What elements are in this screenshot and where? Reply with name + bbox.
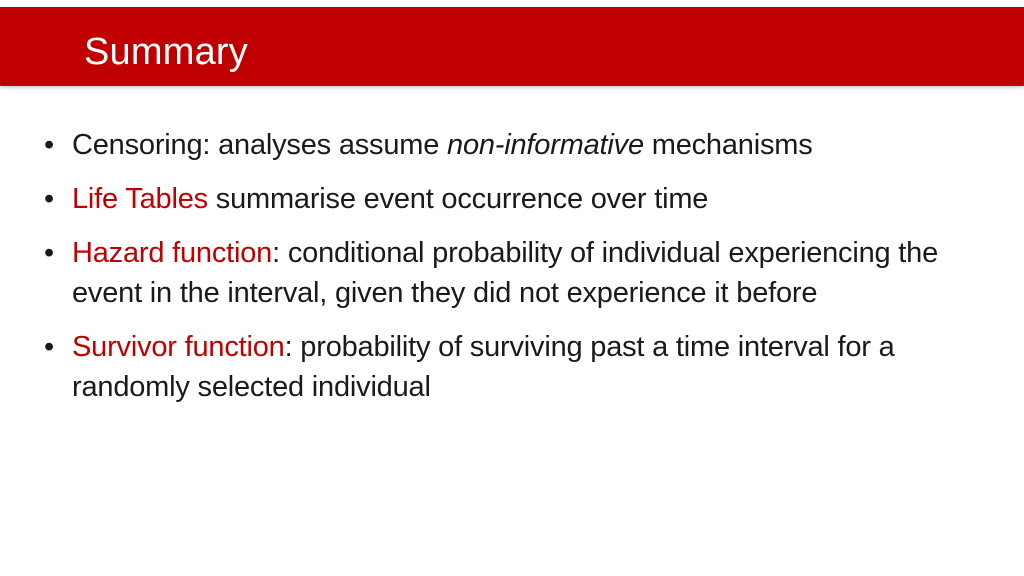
hazard-function-term: Hazard function (72, 237, 273, 269)
bullet-life-tables (42, 179, 982, 219)
non-informative-emphasis: non-informative (447, 129, 644, 161)
slide-title: Summary (84, 31, 248, 73)
bullet-marker: • (44, 129, 54, 161)
bullet-survivor-function (42, 327, 982, 407)
bullet-marker: • (44, 331, 54, 363)
bullet-marker: • (44, 183, 54, 215)
bullet-hazard-function (42, 233, 982, 313)
life-tables-text: summarise event occurrence over time (207, 183, 709, 215)
censoring-text: Censoring: analyses assume (72, 129, 448, 161)
life-tables-term: Life Tables (72, 183, 208, 215)
mechanisms-text: mechanisms (643, 129, 813, 161)
hazard-function-text: : conditional probability of individual experiencing the event in the interval, given they did not experience it before (72, 237, 939, 309)
bullet-censoring (42, 125, 982, 165)
bullet-list (42, 125, 982, 407)
bullet-marker: • (44, 237, 54, 269)
survivor-function-text: : probability of surviving past a time interval for a randomly selected individual (72, 331, 895, 403)
survivor-function-term: Survivor function (72, 331, 285, 363)
title-bar (0, 7, 1024, 86)
